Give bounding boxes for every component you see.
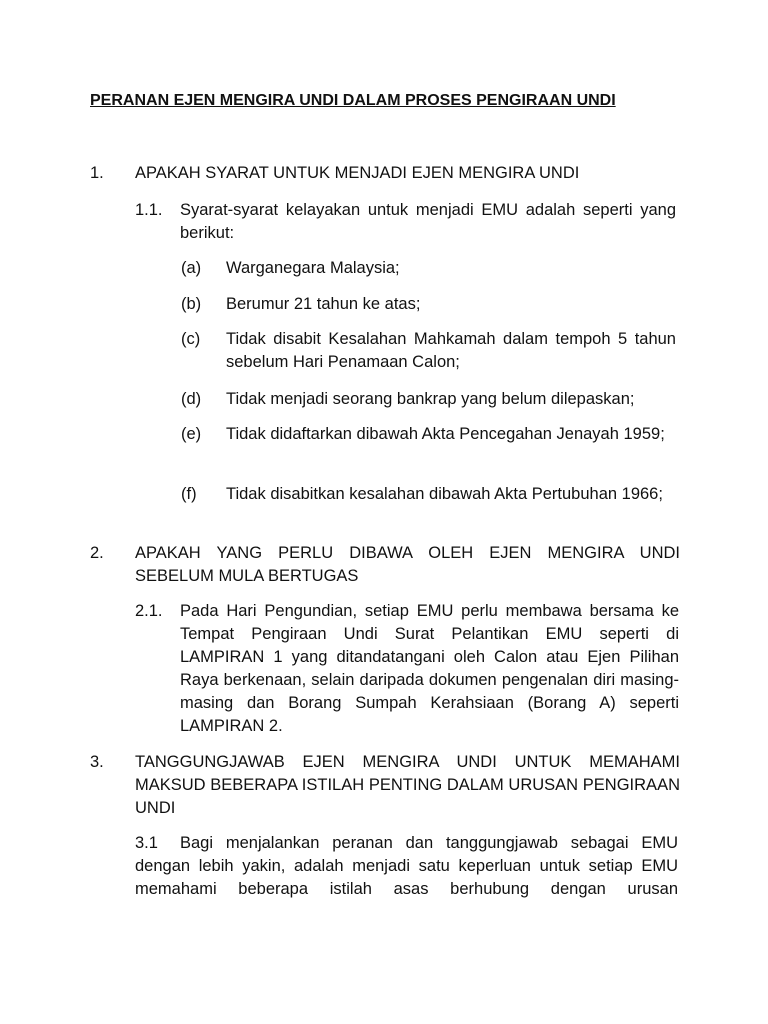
section-1-1-paragraph	[135, 199, 680, 245]
document-title: PERANAN EJEN MENGIRA UNDI DALAM PROSES PENGIRAAN UNDI	[90, 92, 616, 109]
list-item-label: (b)	[181, 295, 202, 313]
section-3-heading: TANGGUNGJAWAB EJEN MENGIRA UNDI UNTUK MEMAHAMI MAKSUD BEBERAPA ISTILAH PENTING DALAM URUSAN PENGIRAAN UNDI	[135, 753, 680, 817]
section-3-1-text	[135, 832, 678, 901]
section-3-number: 3.	[90, 753, 104, 771]
section-1-1-text: Syarat-syarat kelayakan untuk menjadi EMU adalah seperti yang berikut:	[180, 201, 676, 242]
section-2-number: 2.	[90, 544, 104, 562]
section-3-1-number: 3.1	[135, 834, 158, 852]
list-item-label: (e)	[181, 425, 202, 443]
list-item-label: (c)	[181, 330, 201, 348]
section-1-1-number: 1.1.	[135, 201, 163, 219]
list-item-label: (a)	[181, 259, 202, 277]
list-item-text: Tidak menjadi seorang bankrap yang belum dilepaskan;	[226, 390, 635, 408]
section-2-1-text: Pada Hari Pengundian, setiap EMU perlu membawa bersama ke Tempat Pengiraan Undi Surat Pelantikan EMU seperti di LAMPIRAN 1 yang ditandatangani oleh Calon atau Ejen Pilihan Raya berkenaan, selain daripada dokumen pengenalan diri masing-masing dan Borang Sumpah Kerahsiaan (Borang A) seperti LAMPIRAN 2.	[180, 602, 679, 735]
section-1-heading: APAKAH SYARAT UNTUK MENJADI EJEN MENGIRA UNDI	[135, 164, 580, 182]
section-2-1-number: 2.1.	[135, 602, 163, 620]
list-item-label: (d)	[181, 390, 202, 408]
list-item-text: Berumur 21 tahun ke atas;	[226, 295, 421, 313]
list-item-text: Tidak didaftarkan dibawah Akta Pencegahan Jenayah 1959;	[226, 425, 665, 443]
list-item-text: Warganegara Malaysia;	[226, 259, 400, 277]
list-item-text: Tidak disabitkan kesalahan dibawah Akta Pertubuhan 1966;	[226, 485, 663, 503]
list-item-text: Tidak disabit Kesalahan Mahkamah dalam tempoh 5 tahun sebelum Hari Penamaan Calon;	[226, 330, 676, 371]
section-3-1-body: Bagi menjalankan peranan dan tanggungjawab sebagai EMU dengan lebih yakin, adalah menjadi satu keperluan untuk setiap EMU memahami beberapa istilah asas berhubung dengan urusan	[135, 834, 678, 898]
section-1-number: 1.	[90, 164, 104, 182]
list-item-label: (f)	[181, 485, 197, 503]
section-2-heading: APAKAH YANG PERLU DIBAWA OLEH EJEN MENGIRA UNDI SEBELUM MULA BERTUGAS	[135, 544, 680, 585]
